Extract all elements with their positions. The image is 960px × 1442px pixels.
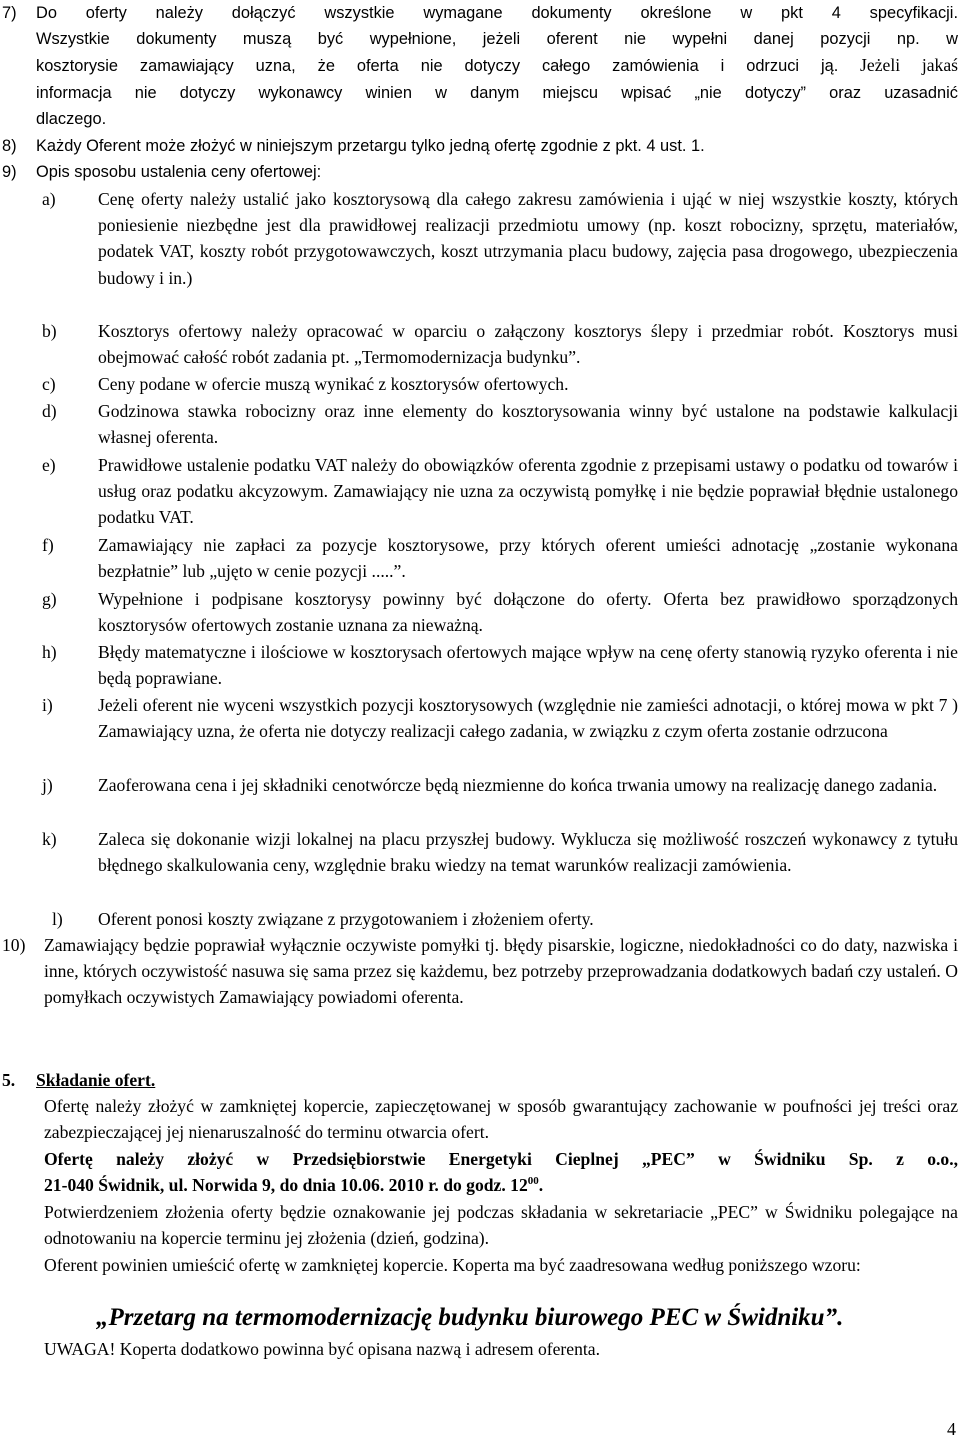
envelope-label: „Przetarg na termomodernizację budynku biurowego PEC w Świdniku”. (96, 1304, 844, 1331)
item-k-text: Zaleca się dokonanie wizji lokalnej na placu przyszłej budowy. Wyklucza się możliwość roszczeń wykonawcy z tytułu błędnego skalkulowania ceny, względnie braku wiedzy na temat warunków realizacji zamówienia. (98, 829, 958, 876)
point-10-number: 10) (2, 935, 26, 955)
item-i-text: Jeżeli oferent nie wyceni wszystkich pozycji kosztorysowych (względnie nie zamieści adnotacji, o której mowa w pkt 7 ) Zamawiający uzna, że oferta nie dotyczy realizacji całego zadania, w związku z czym oferta zostanie odrzucona (98, 695, 958, 742)
item-g-text: Wypełnione i podpisane kosztorysy powinny być dołączone do oferty. Oferta bez prawidłowo sporządzonych kosztorysów ofertowych zostanie uznana za nieważną. (98, 589, 958, 636)
item-l-text: Oferent ponosi koszty związane z przygotowaniem i złożeniem oferty. (98, 909, 594, 929)
item-b-text: Kosztorys ofertowy należy opracować w oparciu o załączony kosztorys ślepy i przedmiar robót. Kosztorys musi obejmować całość robót zadania pt. „Termomodernizacja budynku”. (98, 321, 958, 368)
point-9-title: Opis sposobu ustalenia ceny ofertowej: (36, 163, 322, 181)
point-7-line-5: dlaczego. (36, 109, 107, 128)
point-7 (36, 0, 958, 132)
bold-line-2 (44, 1172, 958, 1198)
item-f-letter: f) (42, 535, 54, 555)
item-h-text: Błędy matematyczne i ilościowe w kosztorysach ofertowych mające wpływ na cenę oferty stanowią ryzyko oferenta i nie będą poprawiane. (98, 642, 958, 689)
item-d-text: Godzinowa stawka robocizny oraz inne elementy do kosztorysowania winny być ustalone na podstawie kalkulacji własnej oferenta. (98, 401, 958, 448)
point-7-line-4: informacja nie dotyczy wykonawcy winien w danym miejscu wpisać „nie dotyczy” oraz uzasadnić (36, 83, 958, 102)
point-7-line-2: Wszystkie dokumenty muszą być wypełnione, jeżeli oferent nie wypełni danej pozycji np. w (36, 30, 958, 49)
item-b-letter: b) (42, 321, 57, 341)
item-c-text: Ceny podane w ofercie muszą wynikać z kosztorysów ofertowych. (98, 374, 569, 394)
section-5-bold-address (44, 1146, 958, 1198)
item-l-letter: l) (52, 909, 63, 929)
point-7-line-1: Do oferty należy dołączyć wszystkie wymagane dokumenty określone w pkt 4 specyfikacji. (36, 4, 958, 22)
item-g-letter: g) (42, 589, 57, 609)
bold-line-2-text: 21-040 Świdnik, ul. Norwida 9, do dnia 10.06. 2010 r. do godz. 12 (44, 1175, 528, 1196)
item-j-text: Zaoferowana cena i jej składniki cenotwórcze będą niezmienne do końca trwania umowy na realizację danego zadania. (98, 775, 938, 795)
item-e-letter: e) (42, 455, 56, 475)
item-k-letter: k) (42, 829, 57, 849)
warning-text: UWAGA! Koperta dodatkowo powinna być opisana nazwą i adresem oferenta. (44, 1339, 600, 1359)
point-7-line-3b: Jeżeli jakaś (838, 55, 959, 76)
point-9-number: 9) (2, 163, 17, 181)
bold-line-1: Ofertę należy złożyć w Przedsiębiorstwie Energetyki Cieplnej „PEC” w Świdniku Sp. z o.o., (44, 1149, 958, 1169)
item-i-letter: i) (42, 695, 53, 715)
section-5-paragraph-2: Potwierdzeniem złożenia oferty będzie oznakowanie jej podczas składania w sekretariacie „PEC” w Świdniku polegające na odnotowaniu na kopercie terminu jej złożenia (dzień, godzina). (44, 1202, 958, 1249)
page-number: 4 (947, 1419, 956, 1439)
section-5-paragraph-1: Ofertę należy złożyć w zamkniętej kopercie, zapieczętowanej w sposób gwarantujący zachowanie w poufności jej treści oraz zabezpieczającej jej nienaruszalność do terminu otwarcia ofert. (44, 1096, 958, 1143)
point-7-number: 7) (2, 4, 17, 22)
point-10-text: Zamawiający będzie poprawiał wyłącznie oczywiste pomyłki tj. błędy pisarskie, logiczne, niedokładności co do daty, nazwiska i inne, których oczywistość nasuwa się sama przez się każdemu, bez potrzeby przeprowadzania dodatkowych badań czy ustaleń. O pomyłkach oczywistych Zamawiający powiadomi oferenta. (44, 935, 958, 1008)
section-5-number: 5. (2, 1070, 16, 1090)
section-5-title: Składanie ofert. (36, 1070, 156, 1090)
item-d-letter: d) (42, 401, 57, 421)
item-e-text: Prawidłowe ustalenie podatku VAT należy do obowiązków oferenta zgodnie z przepisami ustawy o podatku od towarów i usług oraz podatku akcyzowym. Zamawiający nie uzna za oczywistą pomyłkę i nie będzie poprawiał błędnie ustalonego podatku VAT. (98, 455, 958, 528)
item-c-letter: c) (42, 374, 56, 394)
point-7-line-3 (36, 52, 958, 79)
item-h-letter: h) (42, 642, 57, 662)
item-a-letter: a) (42, 189, 56, 209)
point-8-number: 8) (2, 137, 17, 155)
bold-line-2-end: . (538, 1175, 544, 1196)
item-f-text: Zamawiający nie zapłaci za pozycje kosztorysowe, przy których oferent umieści adnotację „zostanie wykonana bezpłatnie” lub „ujęto w cenie pozycji .....”. (98, 535, 958, 582)
point-8-text: Każdy Oferent może złożyć w niniejszym przetargu tylko jedną ofertę zgodnie z pkt. 4 ust. 1. (36, 137, 705, 155)
section-5-paragraph-3: Oferent powinien umieścić ofertę w zamkniętej kopercie. Koperta ma być zaadresowana według poniższego wzoru: (44, 1255, 861, 1275)
item-a-text: Cenę oferty należy ustalić jako kosztorysową dla całego zakresu zamówienia i ująć w niej wszystkie koszty, których poniesienie niezbędne jest dla prawidłowej realizacji przedmiotu umowy (np. koszt robocizny, sprzętu, materiałów, podatek VAT, koszty robót przygotowawczych, koszt utrzymania placu budowy, zajęcia pasa drogowego, ubezpieczenia budowy i in.) (98, 189, 958, 288)
point-7-line-3a: kosztorysie zamawiający uzna, że oferta nie dotyczy całego zamówienia i odrzuci ją. (36, 57, 839, 76)
item-j-letter: j) (42, 775, 53, 795)
bold-line-2-sup: 00 (527, 1175, 539, 1188)
